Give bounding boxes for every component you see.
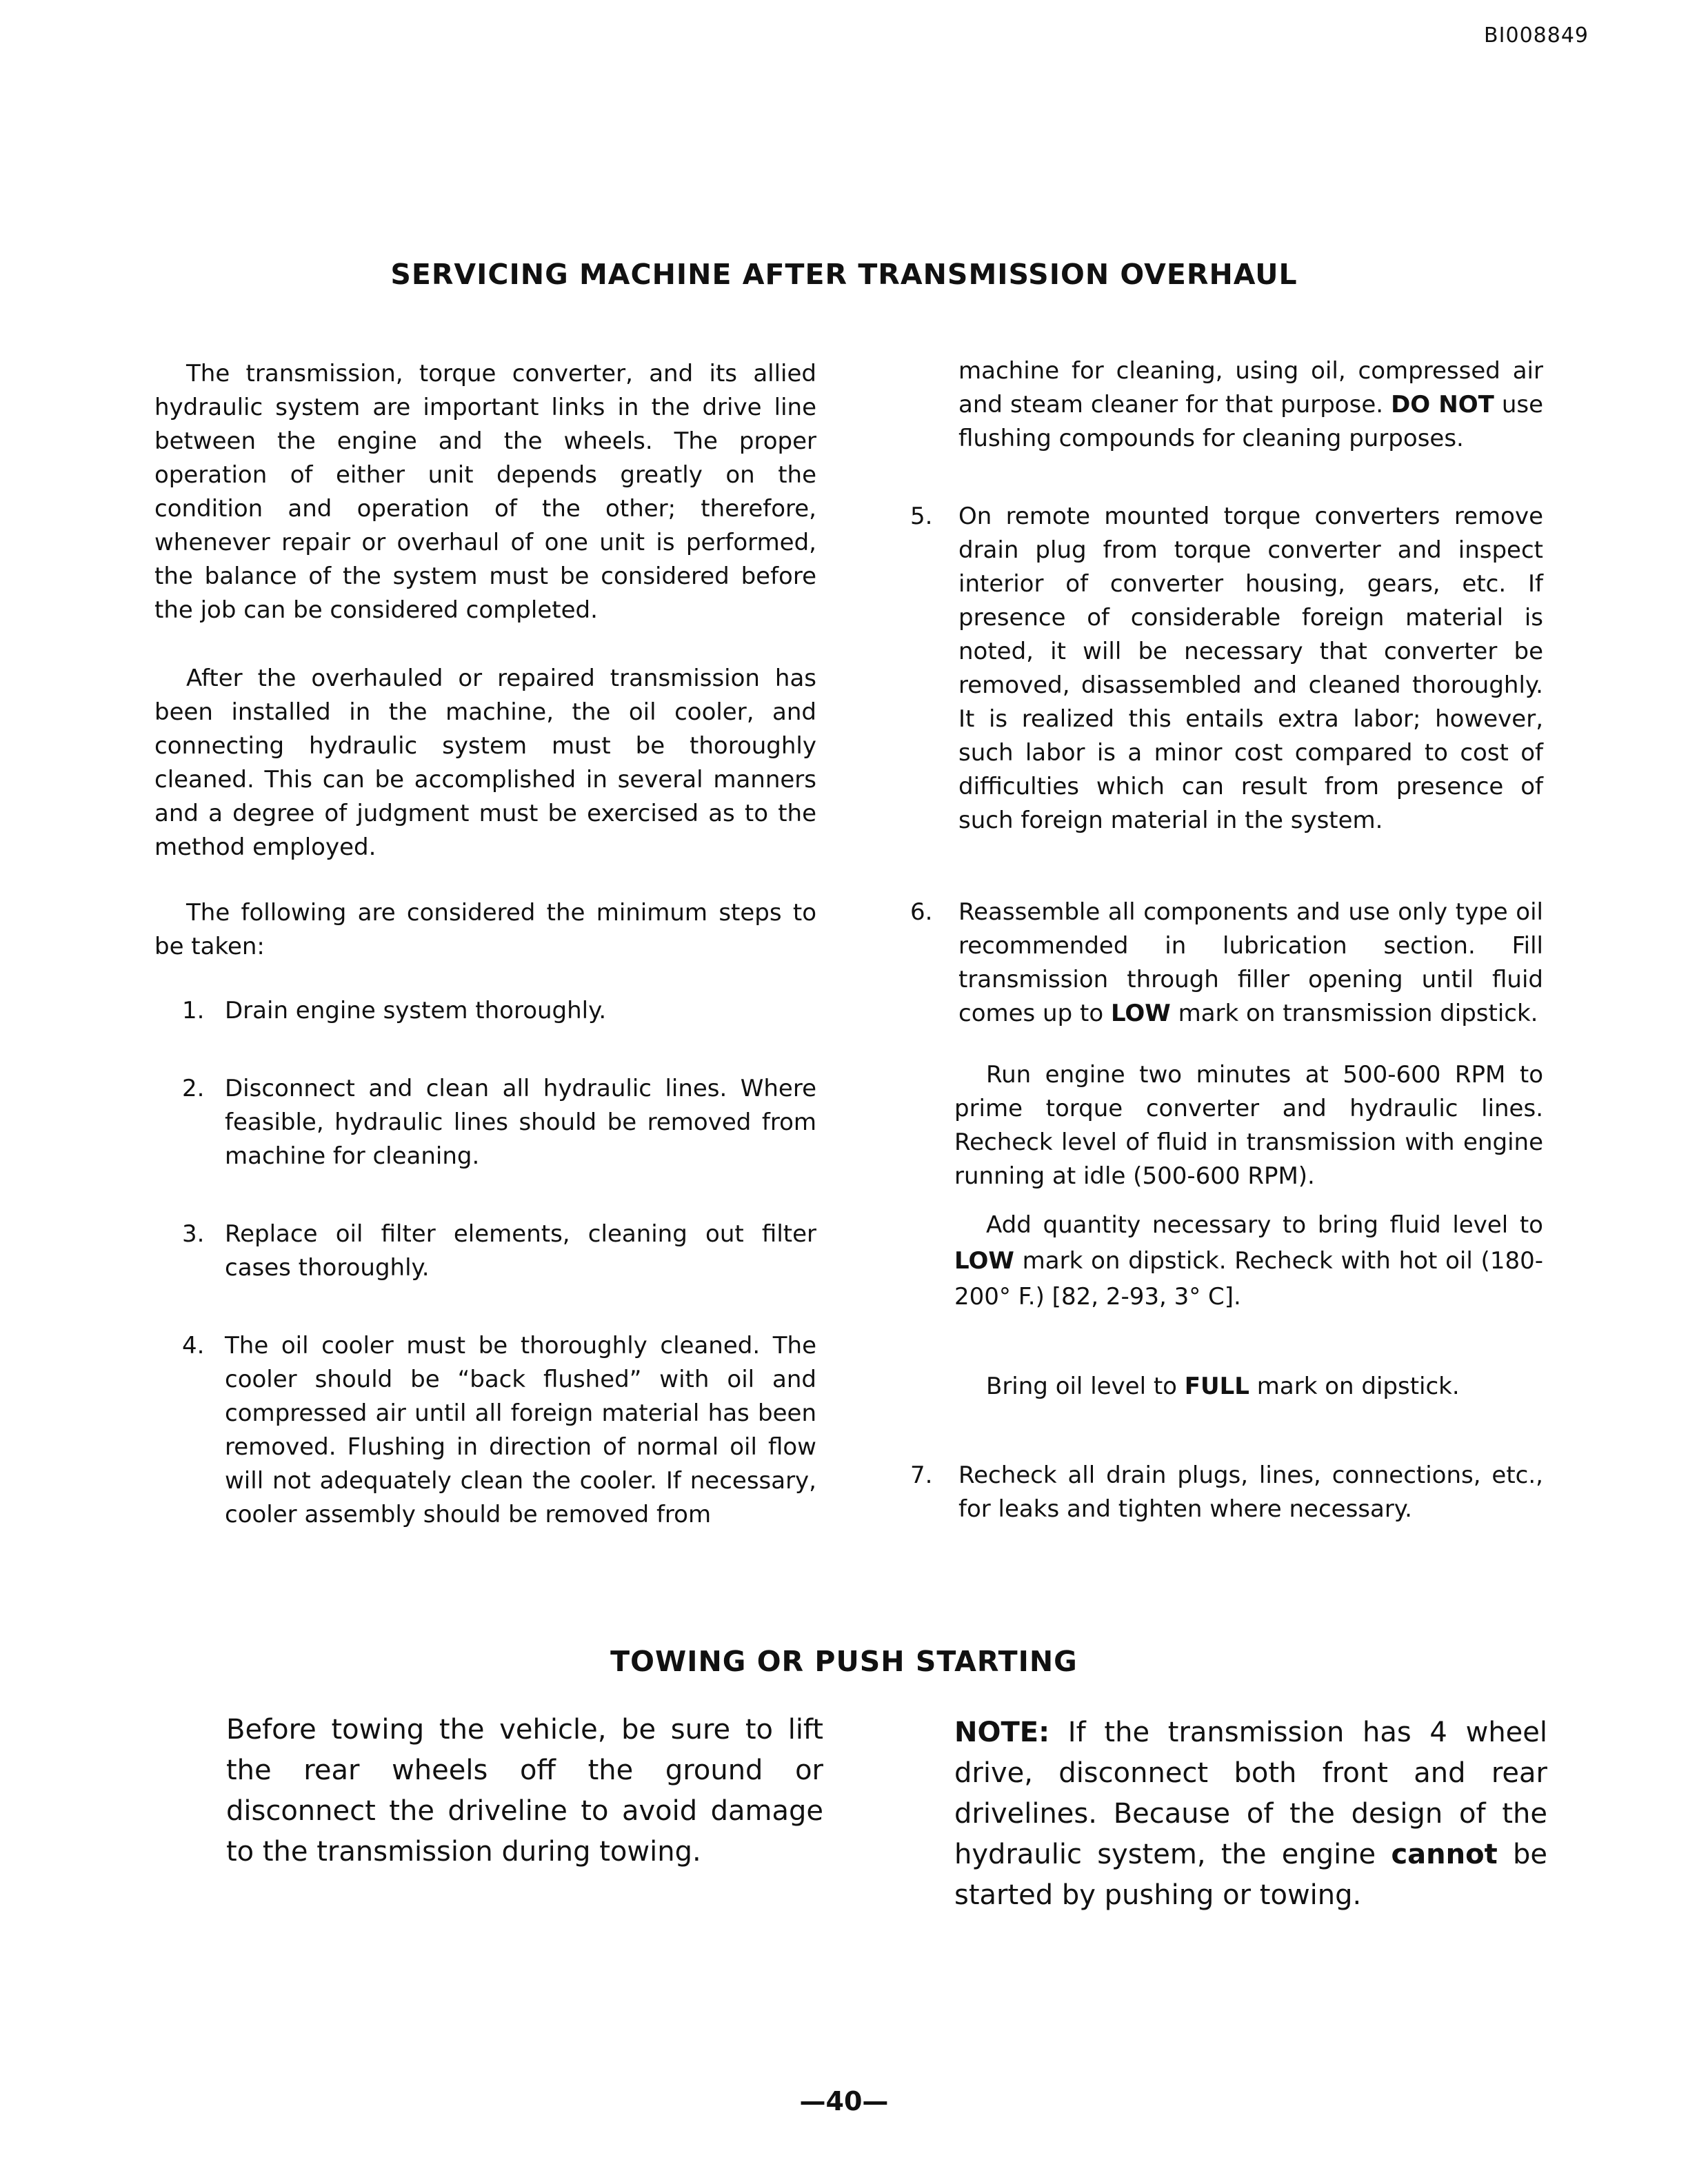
step-text: Disconnect and clean all hydraulic lines. Where feasible, hydraulic lines should be removed from machine for cleaning. bbox=[225, 1075, 816, 1170]
step-6-add-quantity: Add quantity necessary to bring fluid level to LOW mark on dipstick. Recheck with hot oil (180-200° F.) [82, 2-93, 3° C]. bbox=[954, 1211, 1543, 1311]
step-text: Recheck all drain plugs, lines, connections, etc., for leaks and tighten where necessary. bbox=[958, 1462, 1543, 1523]
intro-paragraph-2: After the overhauled or repaired transmission has been installed in the machine, the oil cooler, and connecting hydraulic system must be thoroughly cleaned. This can be accomplished in several manners and a degree of judgment must be exercised as to the method employed. bbox=[154, 665, 816, 861]
step-number: 7. bbox=[910, 1462, 933, 1489]
step-text: Drain engine system thoroughly. bbox=[225, 997, 607, 1024]
step-number: 6. bbox=[910, 898, 933, 926]
step-text: Reassemble all components and use only type oil recommended in lubrication section. Fill transmission through filler opening until fluid comes up to LOW mark on transmission dipstick. bbox=[958, 898, 1543, 1027]
step-number: 2. bbox=[182, 1075, 205, 1102]
towing-note: NOTE: If the transmission has 4 wheel drive, disconnect both front and rear drivelines. Because of the design of the hydraulic system, the engine cannot be started by pushing or towing. bbox=[954, 1717, 1547, 1911]
towing-section-title: TOWING OR PUSH STARTING bbox=[610, 1645, 1078, 1678]
step-6-run-engine: Run engine two minutes at 500-600 RPM to prime torque converter and hydraulic lines. Recheck level of fluid in transmission with engine running at idle (500-600 RPM). bbox=[954, 1061, 1543, 1190]
intro-paragraph-3: The following are considered the minimum steps to be taken: bbox=[154, 899, 816, 960]
step-4 bbox=[182, 1329, 816, 1532]
step-number: 4. bbox=[182, 1332, 205, 1359]
step-number: 3. bbox=[182, 1220, 205, 1248]
step-number: 5. bbox=[910, 503, 933, 530]
intro-paragraph-1: The transmission, torque converter, and its allied hydraulic system are important links in the drive line between the engine and the wheels. The proper operation of either unit depends greatly on the condition and operation of the other; therefore, whenever repair or overhaul of one unit is performed, the balance of the system must be considered before the job can be considered completed. bbox=[154, 360, 816, 624]
note-label: NOTE: bbox=[954, 1717, 1050, 1748]
step-number: 1. bbox=[182, 997, 205, 1024]
step-text: Replace oil filter elements, cleaning out filter cases thoroughly. bbox=[225, 1220, 816, 1282]
step-text: The oil cooler must be thoroughly cleaned. The cooler should be “back flushed” with oil and compressed air until all foreign material has been removed. Flushing in direction of normal oil flow will not adequately clean the cooler. If necessary, cooler assembly should be removed from bbox=[225, 1332, 816, 1528]
right-column bbox=[910, 354, 1543, 1526]
page-number: —40— bbox=[799, 2086, 889, 2116]
step-text: On remote mounted torque converters remove drain plug from torque converter and inspect interior of converter housing, gears, etc. If presence of considerable foreign material is noted, it will be necessary that converter be removed, disassembled and cleaned thoroughly. It is realized this entails extra labor; however, such labor is a minor cost compared to cost of difficulties which can result from presence of such foreign material in the system. bbox=[958, 503, 1543, 834]
left-column bbox=[154, 357, 816, 1532]
towing-text: Before towing the vehicle, be sure to lift the rear wheels off the ground or disconnect the driveline to avoid damage to the transmission during towing. bbox=[226, 1714, 823, 1868]
step-5 bbox=[910, 500, 1543, 838]
step-2 bbox=[182, 1072, 816, 1173]
step-6-bring-oil: Bring oil level to FULL mark on dipstick. bbox=[986, 1373, 1460, 1400]
step-7 bbox=[910, 1459, 1543, 1526]
step-6 bbox=[910, 896, 1543, 1031]
step-3 bbox=[182, 1217, 816, 1285]
section-title: SERVICING MACHINE AFTER TRANSMISSION OVERHAUL bbox=[390, 258, 1298, 291]
document-id: BI008849 bbox=[1484, 23, 1589, 48]
step-4-continued: machine for cleaning, using oil, compressed air and steam cleaner for that purpose. DO NOT use flushing compounds for cleaning purposes. bbox=[958, 357, 1543, 452]
step-1 bbox=[182, 994, 816, 1028]
